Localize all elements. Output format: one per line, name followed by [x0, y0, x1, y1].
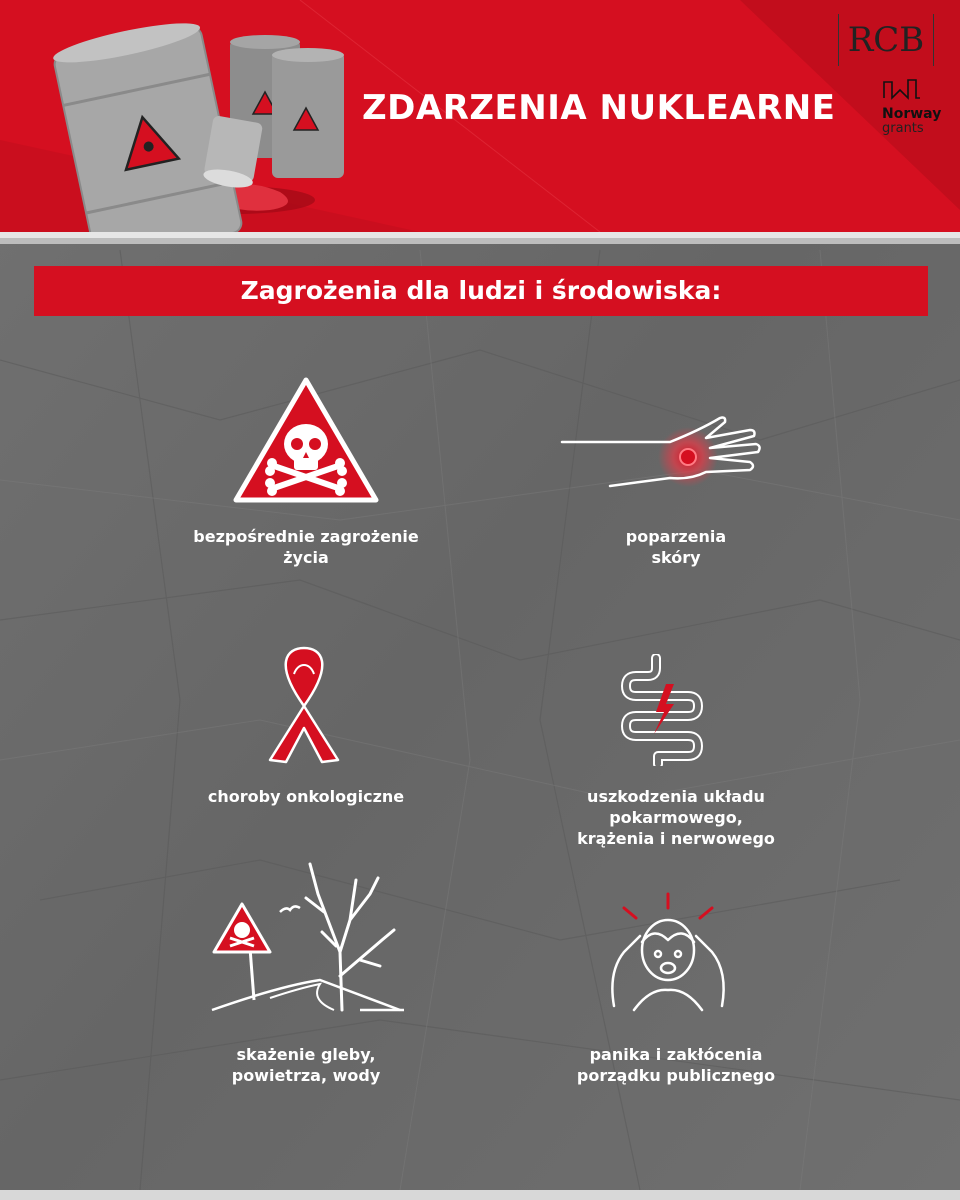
norway-grants-logo: [882, 78, 952, 135]
skull-warning-icon: [230, 374, 382, 506]
header-divider-shadow: [0, 238, 960, 244]
barrels-illustration: [40, 0, 370, 232]
rcb-logo: RCB: [838, 14, 934, 66]
panic-person-icon: [594, 892, 744, 1012]
label-life-threat: bezpośrednie zagrożenie życia: [193, 527, 419, 567]
label-contamination: skażenie gleby, powietrza, wody: [231, 1045, 381, 1085]
norway-label: Norway: [882, 106, 942, 122]
label-panic: panika i zakłócenia porządku publicznego: [576, 1045, 776, 1085]
label-skin-burns: poparzenia skóry: [625, 527, 727, 567]
intestine-icon: [618, 654, 706, 766]
bottom-divider: [0, 1190, 960, 1200]
label-organ-damage: uszkodzenia układu pokarmowego, krążenia i nerwowego: [577, 787, 775, 848]
norway-grants-icon: [882, 78, 922, 100]
section-heading: Zagrożenia dla ludzi i środowiska:: [34, 266, 928, 316]
burned-arm-icon: [560, 410, 770, 490]
grants-label: grants: [882, 121, 924, 136]
page-title: ZDARZENIA NUKLEARNE: [362, 88, 836, 128]
header-banner: [0, 0, 960, 232]
label-cancer: choroby onkologiczne: [207, 787, 405, 806]
dead-tree-icon: [210, 860, 406, 1016]
cancer-ribbon-icon: [264, 644, 344, 764]
